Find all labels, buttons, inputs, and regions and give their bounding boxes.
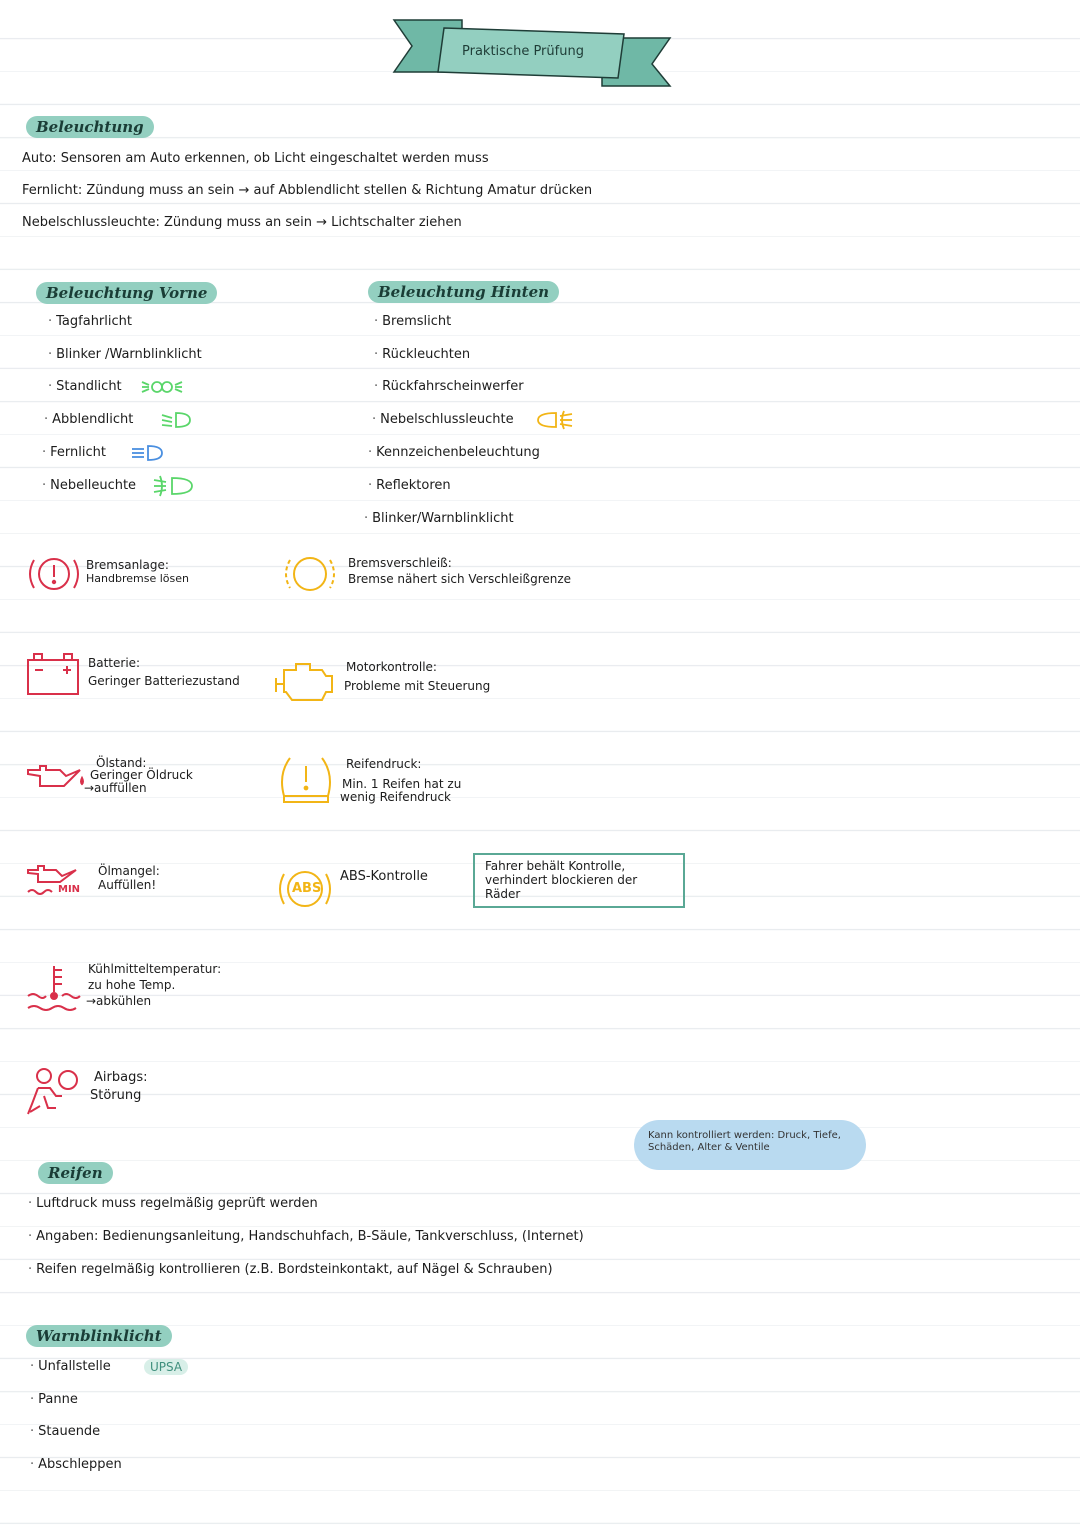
fernlicht-icon [130, 442, 166, 464]
hinten-item-nebelschlussleuchte: · Nebelschlussleuchte [372, 411, 514, 429]
standlicht-icon [140, 376, 184, 398]
airbag-warning-icon [26, 1066, 82, 1118]
banner-title: Praktische Prüfung [462, 44, 584, 59]
hinten-item-reflektoren: · Reflektoren [368, 477, 451, 495]
abs-note-box: Fahrer behält Kontrolle, verhindert blockieren der Räder [473, 853, 685, 908]
kuehlmittel-title: Kühlmitteltemperatur: [88, 962, 222, 976]
warnblink-item-unfallstelle: · Unfallstelle [30, 1358, 111, 1376]
motorkontrolle-title: Motorkontrolle: [346, 660, 437, 674]
hinten-item-rueckfahrscheinwerfer: · Rückfahrscheinwerfer [374, 378, 524, 396]
hinten-item-blinker: · Blinker/Warnblinklicht [364, 510, 514, 528]
oelmangel-min-label: MIN [58, 884, 81, 895]
vorne-item-fernlicht: · Fernlicht [42, 444, 106, 462]
batterie-text: Geringer Batteriezustand [88, 674, 240, 688]
hinten-item-rueckleuchten: · Rückleuchten [374, 346, 470, 364]
beleuchtung-line-2: Fernlicht: Zündung muss an sein → auf Abblendlicht stellen & Richtung Amatur drücken [22, 183, 593, 198]
hinten-item-kennzeichen: · Kennzeichenbeleuchtung [368, 444, 540, 462]
heading-warnblinklicht: Warnblinklicht [26, 1325, 172, 1347]
kuehlmittel-text-2: →abkühlen [86, 994, 152, 1008]
batterie-title: Batterie: [88, 656, 141, 670]
heading-beleuchtung: Beleuchtung [26, 116, 154, 138]
bremsanlage-title: Bremsanlage: [86, 558, 169, 572]
oelstand-text-1: Geringer Öldruck [90, 768, 193, 782]
vorne-item-abblendlicht: · Abblendlicht [44, 411, 133, 429]
batterie-warning-icon [26, 652, 82, 698]
bremsverschleiss-text: Bremse nähert sich Verschleißgrenze [348, 572, 572, 586]
warnblink-item-stauende: · Stauende [30, 1423, 100, 1441]
bremsverschleiss-title: Bremsverschleiß: [348, 556, 452, 570]
motorkontrolle-warning-icon [274, 656, 336, 704]
reifendruck-text-1: Min. 1 Reifen hat zu [342, 777, 462, 791]
nebelleuchte-icon [152, 474, 196, 498]
airbags-title: Airbags: [94, 1070, 148, 1085]
abs-icon-label: ABS [292, 881, 322, 896]
upsa-tag: UPSA [144, 1359, 188, 1375]
vorne-item-standlicht: · Standlicht [48, 378, 122, 396]
oelstand-title: Ölstand: [96, 756, 147, 770]
vorne-item-blinker: · Blinker /Warnblinklicht [48, 346, 202, 364]
motorkontrolle-text: Probleme mit Steuerung [344, 679, 491, 693]
airbags-text: Störung [90, 1088, 142, 1103]
reifendruck-warning-icon [276, 752, 336, 808]
warnblink-item-panne: · Panne [30, 1391, 78, 1409]
warnblink-item-abschleppen: · Abschleppen [30, 1456, 122, 1474]
beleuchtung-line-3: Nebelschlussleuchte: Zündung muss an sein → Lichtschalter ziehen [22, 215, 462, 230]
oelmangel-text: Auffüllen! [98, 878, 157, 892]
bremsverschleiss-warning-icon [282, 552, 338, 596]
oelmangel-title: Ölmangel: [98, 864, 160, 878]
beleuchtung-line-1: Auto: Sensoren am Auto erkennen, ob Licht eingeschaltet werden muss [22, 151, 489, 166]
reifen-item-3: · Reifen regelmäßig kontrollieren (z.B. Bordsteinkontakt, auf Nägel & Schrauben) [28, 1261, 553, 1279]
bremsanlage-text: Handbremse lösen [86, 572, 189, 585]
vorne-item-tagfahrlicht: · Tagfahrlicht [48, 313, 132, 331]
bremsanlage-warning-icon [26, 552, 82, 596]
heading-hinten: Beleuchtung Hinten [368, 281, 559, 303]
title-banner [392, 14, 672, 90]
oelstand-text-2: →auffüllen [84, 781, 147, 795]
vorne-item-nebelleuchte: · Nebelleuchte [42, 477, 136, 495]
kuehlmittel-warning-icon [26, 962, 82, 1014]
heading-reifen: Reifen [38, 1162, 113, 1184]
heading-vorne: Beleuchtung Vorne [36, 282, 217, 304]
reifendruck-text-2: wenig Reifendruck [340, 790, 451, 804]
hinten-item-bremslicht: · Bremslicht [374, 313, 451, 331]
abs-warning-icon [276, 864, 334, 914]
oelstand-warning-icon [26, 762, 86, 792]
reifen-item-2: · Angaben: Bedienungsanleitung, Handschuhfach, B-Säule, Tankverschluss, (Internet) [28, 1228, 584, 1246]
nebelschlussleuchte-icon [534, 409, 574, 431]
abblendlicht-icon [160, 409, 196, 431]
reifendruck-title: Reifendruck: [346, 757, 422, 771]
reifen-cloud-note: Kann kontrolliert werden: Druck, Tiefe, Schäden, Alter & Ventile [634, 1120, 866, 1170]
kuehlmittel-text-1: zu hohe Temp. [88, 978, 176, 992]
reifen-item-1: · Luftdruck muss regelmäßig geprüft werden [28, 1195, 318, 1213]
abs-title: ABS-Kontrolle [340, 869, 428, 884]
